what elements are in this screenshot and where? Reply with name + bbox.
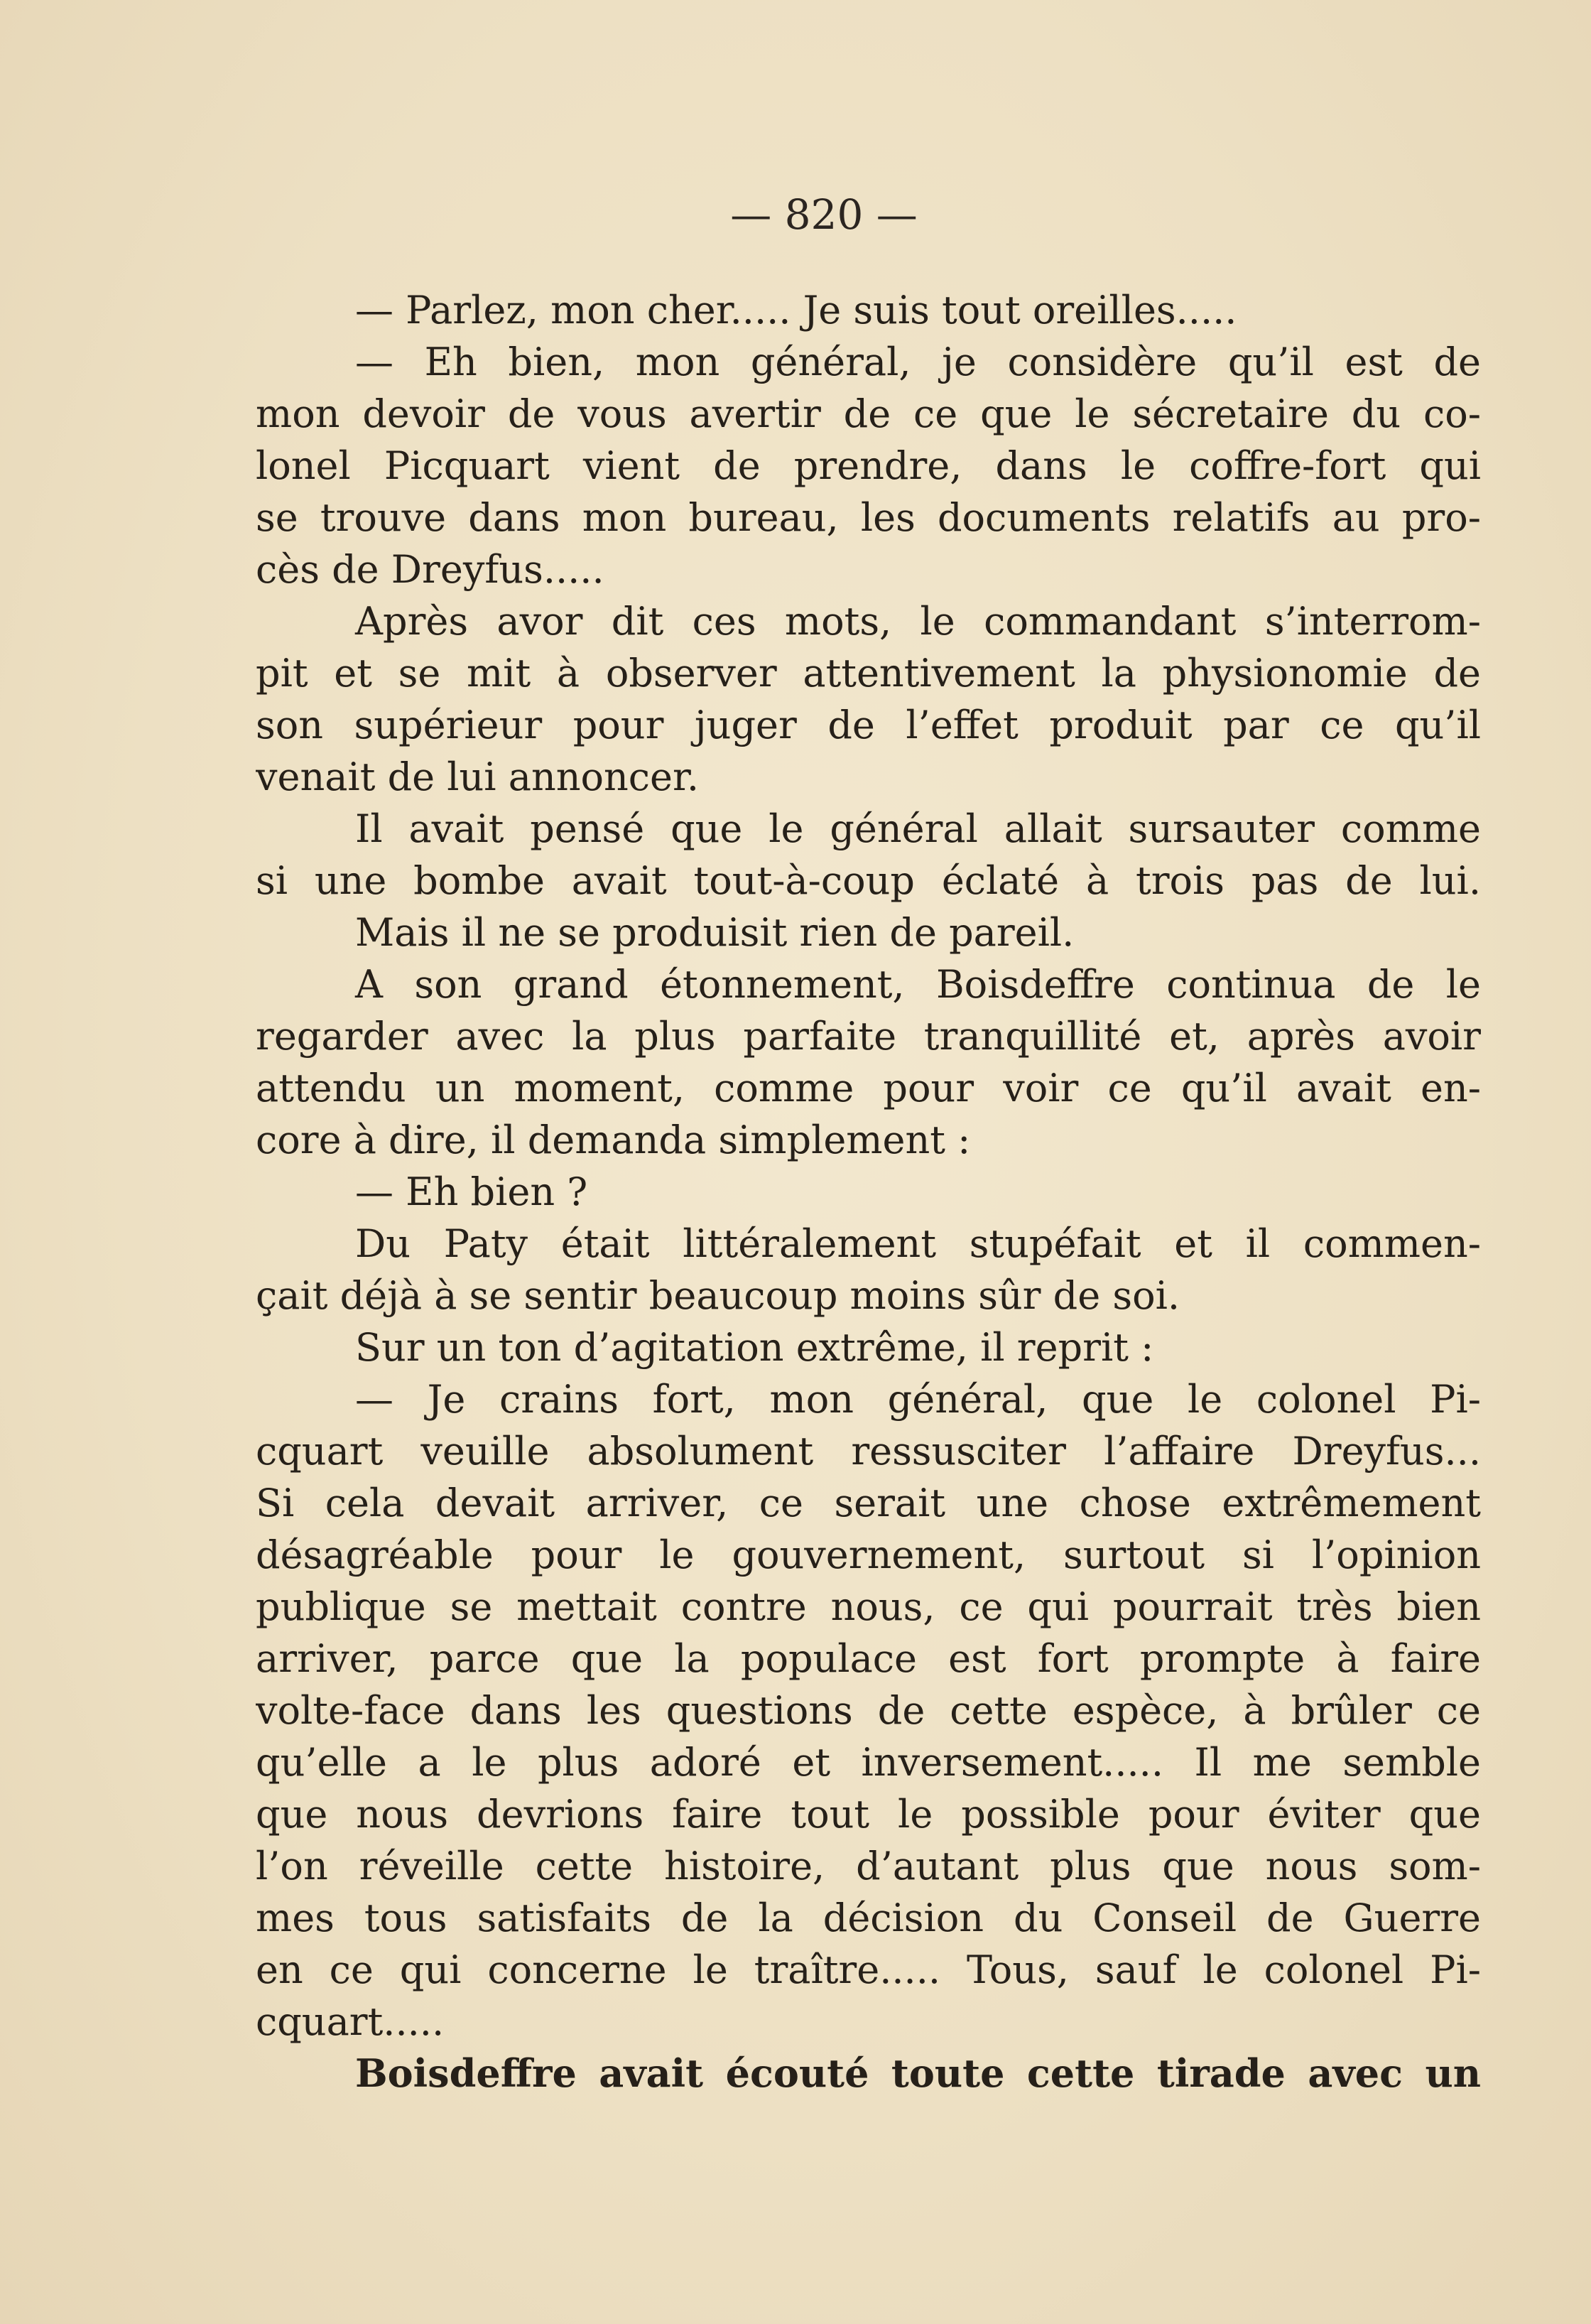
text-line: Mais il ne se produisit rien de pareil. (355, 910, 1075, 955)
text-line: — Eh bien ? (355, 1169, 588, 1214)
text-line: Du Paty était littéralement stupéfait et il commen- (355, 1221, 1481, 1266)
text-line: A son grand étonnement, Boisdeffre continua de le (355, 962, 1481, 1007)
text-line: l’on réveille cette histoire, d’autant plus que nous som- (256, 1844, 1481, 1888)
text-line: Si cela devait arriver, ce serait une chose extrêmement (256, 1481, 1481, 1525)
body-text (256, 284, 1481, 2099)
text-line: — Parlez, mon cher..... Je suis tout oreilles..... (355, 288, 1237, 333)
text-line: en ce qui concerne le traître..... Tous, sauf le colonel Pi- (256, 1947, 1481, 1992)
text-line: çait déjà à se sentir beaucoup moins sûr de soi. (256, 1273, 1180, 1318)
text-line: volte-face dans les questions de cette espèce, à brûler ce (256, 1688, 1481, 1733)
text-line: publique se mettait contre nous, ce qui pourrait très bien (256, 1584, 1481, 1629)
text-line: attendu un moment, comme pour voir ce qu’il avait en- (256, 1066, 1481, 1110)
text-line: — Eh bien, mon général, je considère qu’il est de (355, 340, 1481, 384)
text-line: lonel Picquart vient de prendre, dans le coffre-fort qui (256, 443, 1481, 488)
text-line: désagréable pour le gouvernement, surtout si l’opinion (256, 1533, 1481, 1577)
text-line: qu’elle a le plus adoré et inversement..... Il me semble (256, 1740, 1481, 1785)
text-line: core à dire, il demanda simplement : (256, 1118, 971, 1162)
text-line: mon devoir de vous avertir de ce que le sécretaire du co- (256, 391, 1481, 436)
text-line: pit et se mit à observer attentivement la physionomie de (256, 651, 1481, 696)
text-line: Sur un ton d’agitation extrême, il reprit : (355, 1325, 1154, 1370)
text-line: arriver, parce que la populace est fort prompte à faire (256, 1636, 1481, 1681)
text-line: se trouve dans mon bureau, les documents relatifs au pro- (256, 495, 1481, 540)
text-line: venait de lui annoncer. (256, 755, 700, 799)
text-line: regarder avec la plus parfaite tranquillité et, après avoir (256, 1014, 1481, 1059)
text-line: Boisdeffre avait écouté toute cette tirade avec un (355, 2050, 1481, 2096)
text-line: — Je crains fort, mon général, que le colonel Pi- (355, 1377, 1481, 1422)
text-line: Après avor dit ces mots, le commandant s’interrom- (355, 599, 1481, 644)
text-line: Il avait pensé que le général allait sursauter comme (355, 806, 1481, 851)
text-line: cquart veuille absolument ressusciter l’affaire Dreyfus... (256, 1429, 1481, 1474)
text-line: son supérieur pour juger de l’effet produit par ce qu’il (256, 703, 1481, 747)
text-line: que nous devrions faire tout le possible pour éviter que (256, 1792, 1481, 1837)
text-line: si une bombe avait tout-à-coup éclaté à trois pas de lui. (256, 858, 1481, 903)
text-line: mes tous satisfaits de la décision du Conseil de Guerre (256, 1896, 1481, 1940)
text-line: cquart..... (256, 1999, 445, 2044)
text-line: cès de Dreyfus..... (256, 547, 604, 592)
page-number: — 820 — (730, 190, 918, 239)
